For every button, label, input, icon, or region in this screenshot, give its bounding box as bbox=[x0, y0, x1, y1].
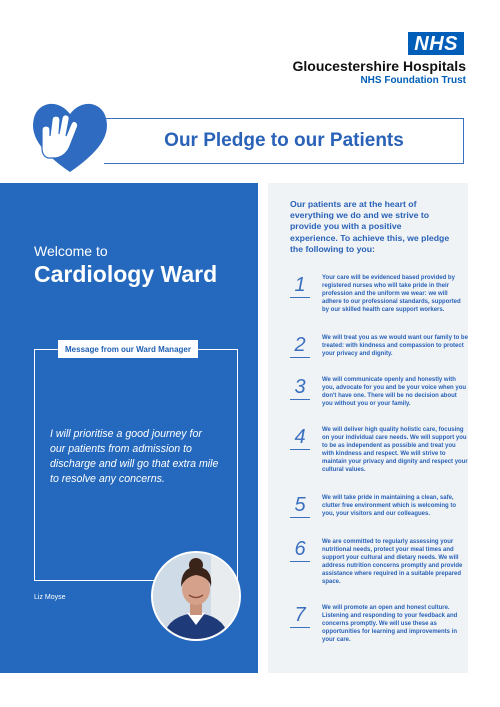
pledge-number-underline bbox=[290, 399, 310, 400]
pledge-text: We will communicate openly and honestly with you, advocate for you and be your voice when you don't have one. There will be no decision about you without you or your family. bbox=[322, 377, 467, 408]
pledge-text: We will deliver high quality holistic care, focusing on your individual care needs. We will support you to be as independent as possible and treat you with kindness and respect. We will strive to maintain your privacy and dignity and respect your cultural values. bbox=[322, 427, 468, 474]
org-trust: NHS Foundation Trust bbox=[360, 75, 466, 86]
pledge-text: We will take pride in maintaining a clean, safe, clutter free environment which is welcoming to you, your visitors and our colleagues. bbox=[322, 495, 457, 518]
manager-name: Liz Moyse bbox=[34, 594, 66, 601]
pledge-number: 7 bbox=[294, 604, 306, 626]
pledge-text: We are committed to regularly assessing your nutritional needs, protect your meal times and support your cultural and dietary needs. We will address nutrition concerns promptly and provide assistance where required in a suitable prepared space. bbox=[322, 539, 463, 586]
pledge-number-underline bbox=[290, 627, 310, 628]
pledge-number-underline bbox=[290, 561, 310, 562]
org-name: Gloucestershire Hospitals bbox=[292, 58, 466, 74]
pledge-number: 5 bbox=[294, 494, 306, 516]
manager-photo bbox=[151, 551, 241, 641]
pledge-text: Your care will be evidenced based provided by registered nurses who will take pride in their profession and the uniform we wear: we will adhere to our professional standards, supported by our skilled health care support workers. bbox=[322, 275, 461, 314]
ward-name: Cardiology Ward bbox=[34, 261, 218, 287]
pledge-number: 6 bbox=[294, 538, 306, 560]
pledge-title: Our Pledge to our Patients bbox=[164, 130, 404, 151]
nhs-logo: NHS bbox=[408, 32, 464, 55]
pledge-number-underline bbox=[290, 517, 310, 518]
welcome-text: Welcome to bbox=[34, 243, 108, 259]
pledges-intro: Our patients are at the heart of everything we do and we strive to provide you with a positive experience. To achieve this, we pledge the following to you: bbox=[290, 199, 450, 254]
pledge-number: 3 bbox=[294, 376, 306, 398]
pledge-number: 1 bbox=[294, 274, 306, 296]
heart-hand-icon bbox=[28, 96, 112, 176]
pledge-number: 2 bbox=[294, 334, 306, 356]
pledge-number-underline bbox=[290, 449, 310, 450]
message-label: Message from our Ward Manager bbox=[58, 340, 198, 358]
pledge-text: We will promote an open and honest culture. Listening and responding to your feedback and concerns promptly. We will use these as opportunities for learning and improvements in your care. bbox=[322, 605, 458, 644]
pledge-number-underline bbox=[290, 357, 310, 358]
pledge-number-underline bbox=[290, 297, 310, 298]
manager-quote: I will prioritise a good journey for our patients from admission to discharge and will go that extra mile to resolve any concerns. bbox=[50, 428, 219, 485]
pledge-number: 4 bbox=[294, 426, 306, 448]
pledge-text: We will treat you as we would want our family to be treated: with kindness and compassion to protect your privacy and dignity. bbox=[322, 335, 468, 358]
